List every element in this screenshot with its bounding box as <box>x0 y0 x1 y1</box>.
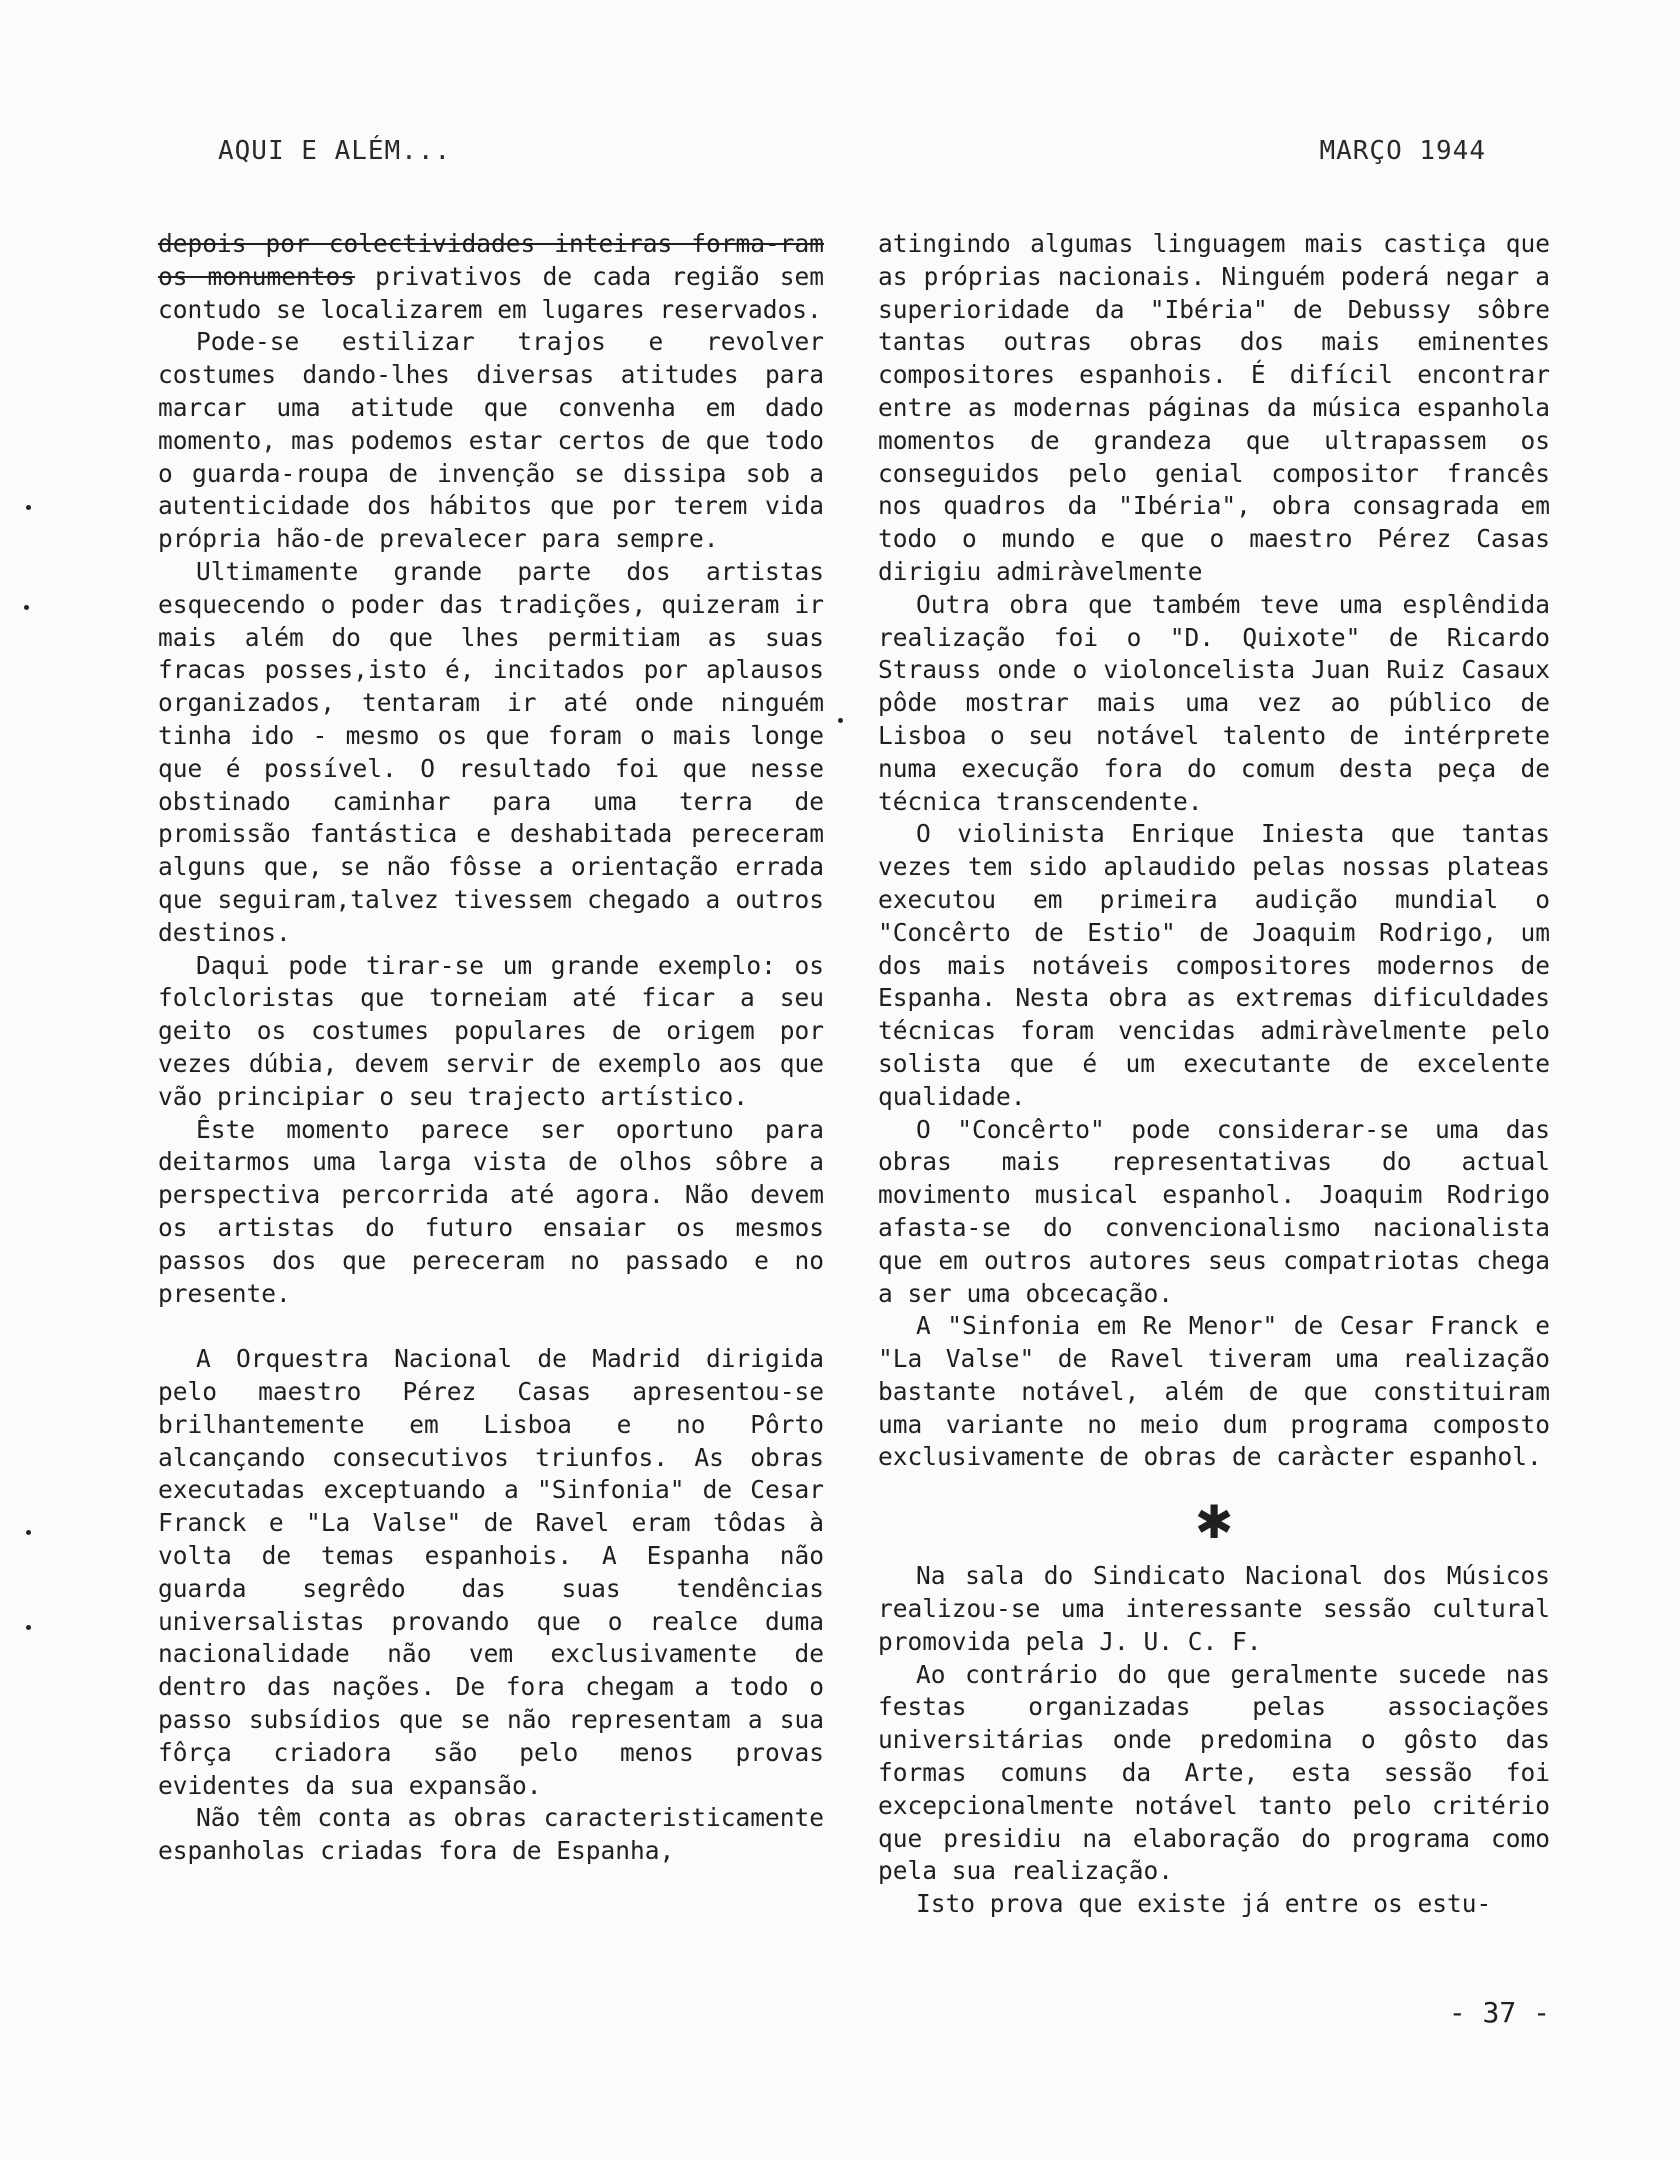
paragraph: Na sala do Sindicato Nacional dos Músicos realizou-se uma interessante sessão cultural promovida pela J. U. C. F. <box>878 1561 1550 1656</box>
paragraph: A Orquestra Nacional de Madrid dirigida pelo maestro Pérez Casas apresentou-se brilhantemente em Lisboa e no Pôrto alcançando consecutivos triunfos. As obras executadas exceptuando a "Sinfonia" de Cesar Franck e "La Valse" de Ravel eram tôdas à volta de temas espanhois. A Espanha não guarda segrêdo das suas tendências universalistas provando que o realce duma nacionalidade não vem exclusivamente de dentro das nações. De fora chegam a todo o passo subsídios que se não representam a sua fôrça criadora são pelo menos provas evidentes da sua expansão. <box>158 1344 824 1800</box>
paragraph: atingindo algumas linguagem mais castiça que as próprias nacionais. Ninguém poderá negar a superioridade da "Ibéria" de Debussy sôbre tantas outras obras dos mais eminentes compositores espanhois. É difícil encontrar entre as modernas páginas da música espanhola momentos de grandeza que ultrapassem os conseguidos pelo genial compositor francês nos quadros da "Ibéria", obra consagrada em todo o mundo e que o maestro Pérez Casas dirigiu admiràvelmente <box>878 229 1550 586</box>
paragraph: A "Sinfonia em Re Menor" de Cesar Franck e "La Valse" de Ravel tiveram uma realização bastante notável, além de que constituiram uma variante no meio dum programa composto exclusivamente de obras de caràcter espanhol. <box>878 1311 1550 1472</box>
paragraph: Ao contrário do que geralmente sucede nas festas organizadas pelas associações universitárias onde predomina o gôsto das formas comuns da Arte, esta sessão foi excepcionalmente notável tanto pelo critério que presidiu na elaboração do programa como pela sua realização. <box>878 1659 1550 1886</box>
running-header-date: MARÇO 1944 <box>1319 136 1486 166</box>
left-column <box>158 228 824 1868</box>
paragraph <box>158 228 824 326</box>
margin-speck <box>26 505 31 510</box>
paragraph: Pode-se estilizar trajos e revolver costumes dando-lhes diversas atitudes para marcar uma atitude que convenha em dado momento, mas podemos estar certos de que todo o guarda-roupa de invenção se dissipa sob a autenticidade dos hábitos que por terem vida própria hão-de prevalecer para sempre. <box>158 327 824 554</box>
paragraph: Ultimamente grande parte dos artistas esquecendo o poder das tradições, quizeram ir mais além do que lhes permitiam as suas fracas posses,isto é, incitados por aplausos organizados, tentaram ir até onde ninguém tinha ido - mesmo os que foram o mais longe que é possível. O resultado foi que nesse obstinado caminhar para uma terra de promissão fantástica e deshabitada pereceram alguns que, se não fôsse a orientação errada que seguiram,talvez tivessem chegado a outros destinos. <box>158 556 824 947</box>
paragraph: Êste momento parece ser oportuno para deitarmos uma larga vista de olhos sôbre a perspectiva percorrida até agora. Não devem os artistas do futuro ensaiar os mesmos passos dos que pereceram no passado e no presente. <box>158 1114 824 1308</box>
running-header-title: AQUI E ALÉM... <box>218 136 452 166</box>
paragraph: O "Concêrto" pode considerar-se uma das obras mais representativas do actual movimento musical espanhol. Joaquim Rodrigo afasta-se do convencionalismo nacionalista que em outros autores seus compatriotas chega a ser uma obcecação. <box>878 1114 1550 1308</box>
margin-speck <box>24 605 29 610</box>
paragraph: Não têm conta as obras caracteristicamente espanholas criadas fora de Espanha, <box>158 1803 824 1866</box>
struck-text: depois por colectividades inteiras forma-ram os monumentos <box>158 229 824 291</box>
right-column <box>878 228 1550 1921</box>
paragraph: Isto prova que existe já entre os estu- <box>916 1889 1492 1919</box>
paragraph: O violinista Enrique Iniesta que tantas vezes tem sido aplaudido pelas nossas plateas executou em primeira audição mundial o "Concêrto de Estio" de Joaquim Rodrigo, um dos mais notáveis compositores modernos de Espanha. Nesta obra as extremas dificuldades técnicas foram vencidas admiràvelmente pelo solista que é um executante de excelente qualidade. <box>878 819 1550 1111</box>
paragraph-text: privativos de cada região sem contudo se localizarem em lugares reservados. <box>158 261 824 324</box>
paragraph: Daqui pode tirar-se um grande exemplo: os folcloristas que torneiam até ficar a seu geito os costumes populares de origem por vezes dúbia, devem servir de exemplo aos que vão principiar o seu trajecto artístico. <box>158 950 824 1111</box>
margin-speck <box>26 1625 31 1630</box>
margin-speck <box>838 718 843 723</box>
margin-speck <box>26 1530 31 1535</box>
page-number: - 37 - <box>1448 1996 1550 2029</box>
paragraph: Outra obra que também teve uma esplêndida realização foi o "D. Quixote" de Ricardo Strauss onde o violoncelista Juan Ruiz Casaux pôde mostrar mais uma vez ao público de Lisboa o seu notável talento de intérprete numa execução fora do comum desta peça de técnica transcendente. <box>878 589 1550 816</box>
asterisk-separator-icon: ✱ <box>1194 1495 1234 1550</box>
